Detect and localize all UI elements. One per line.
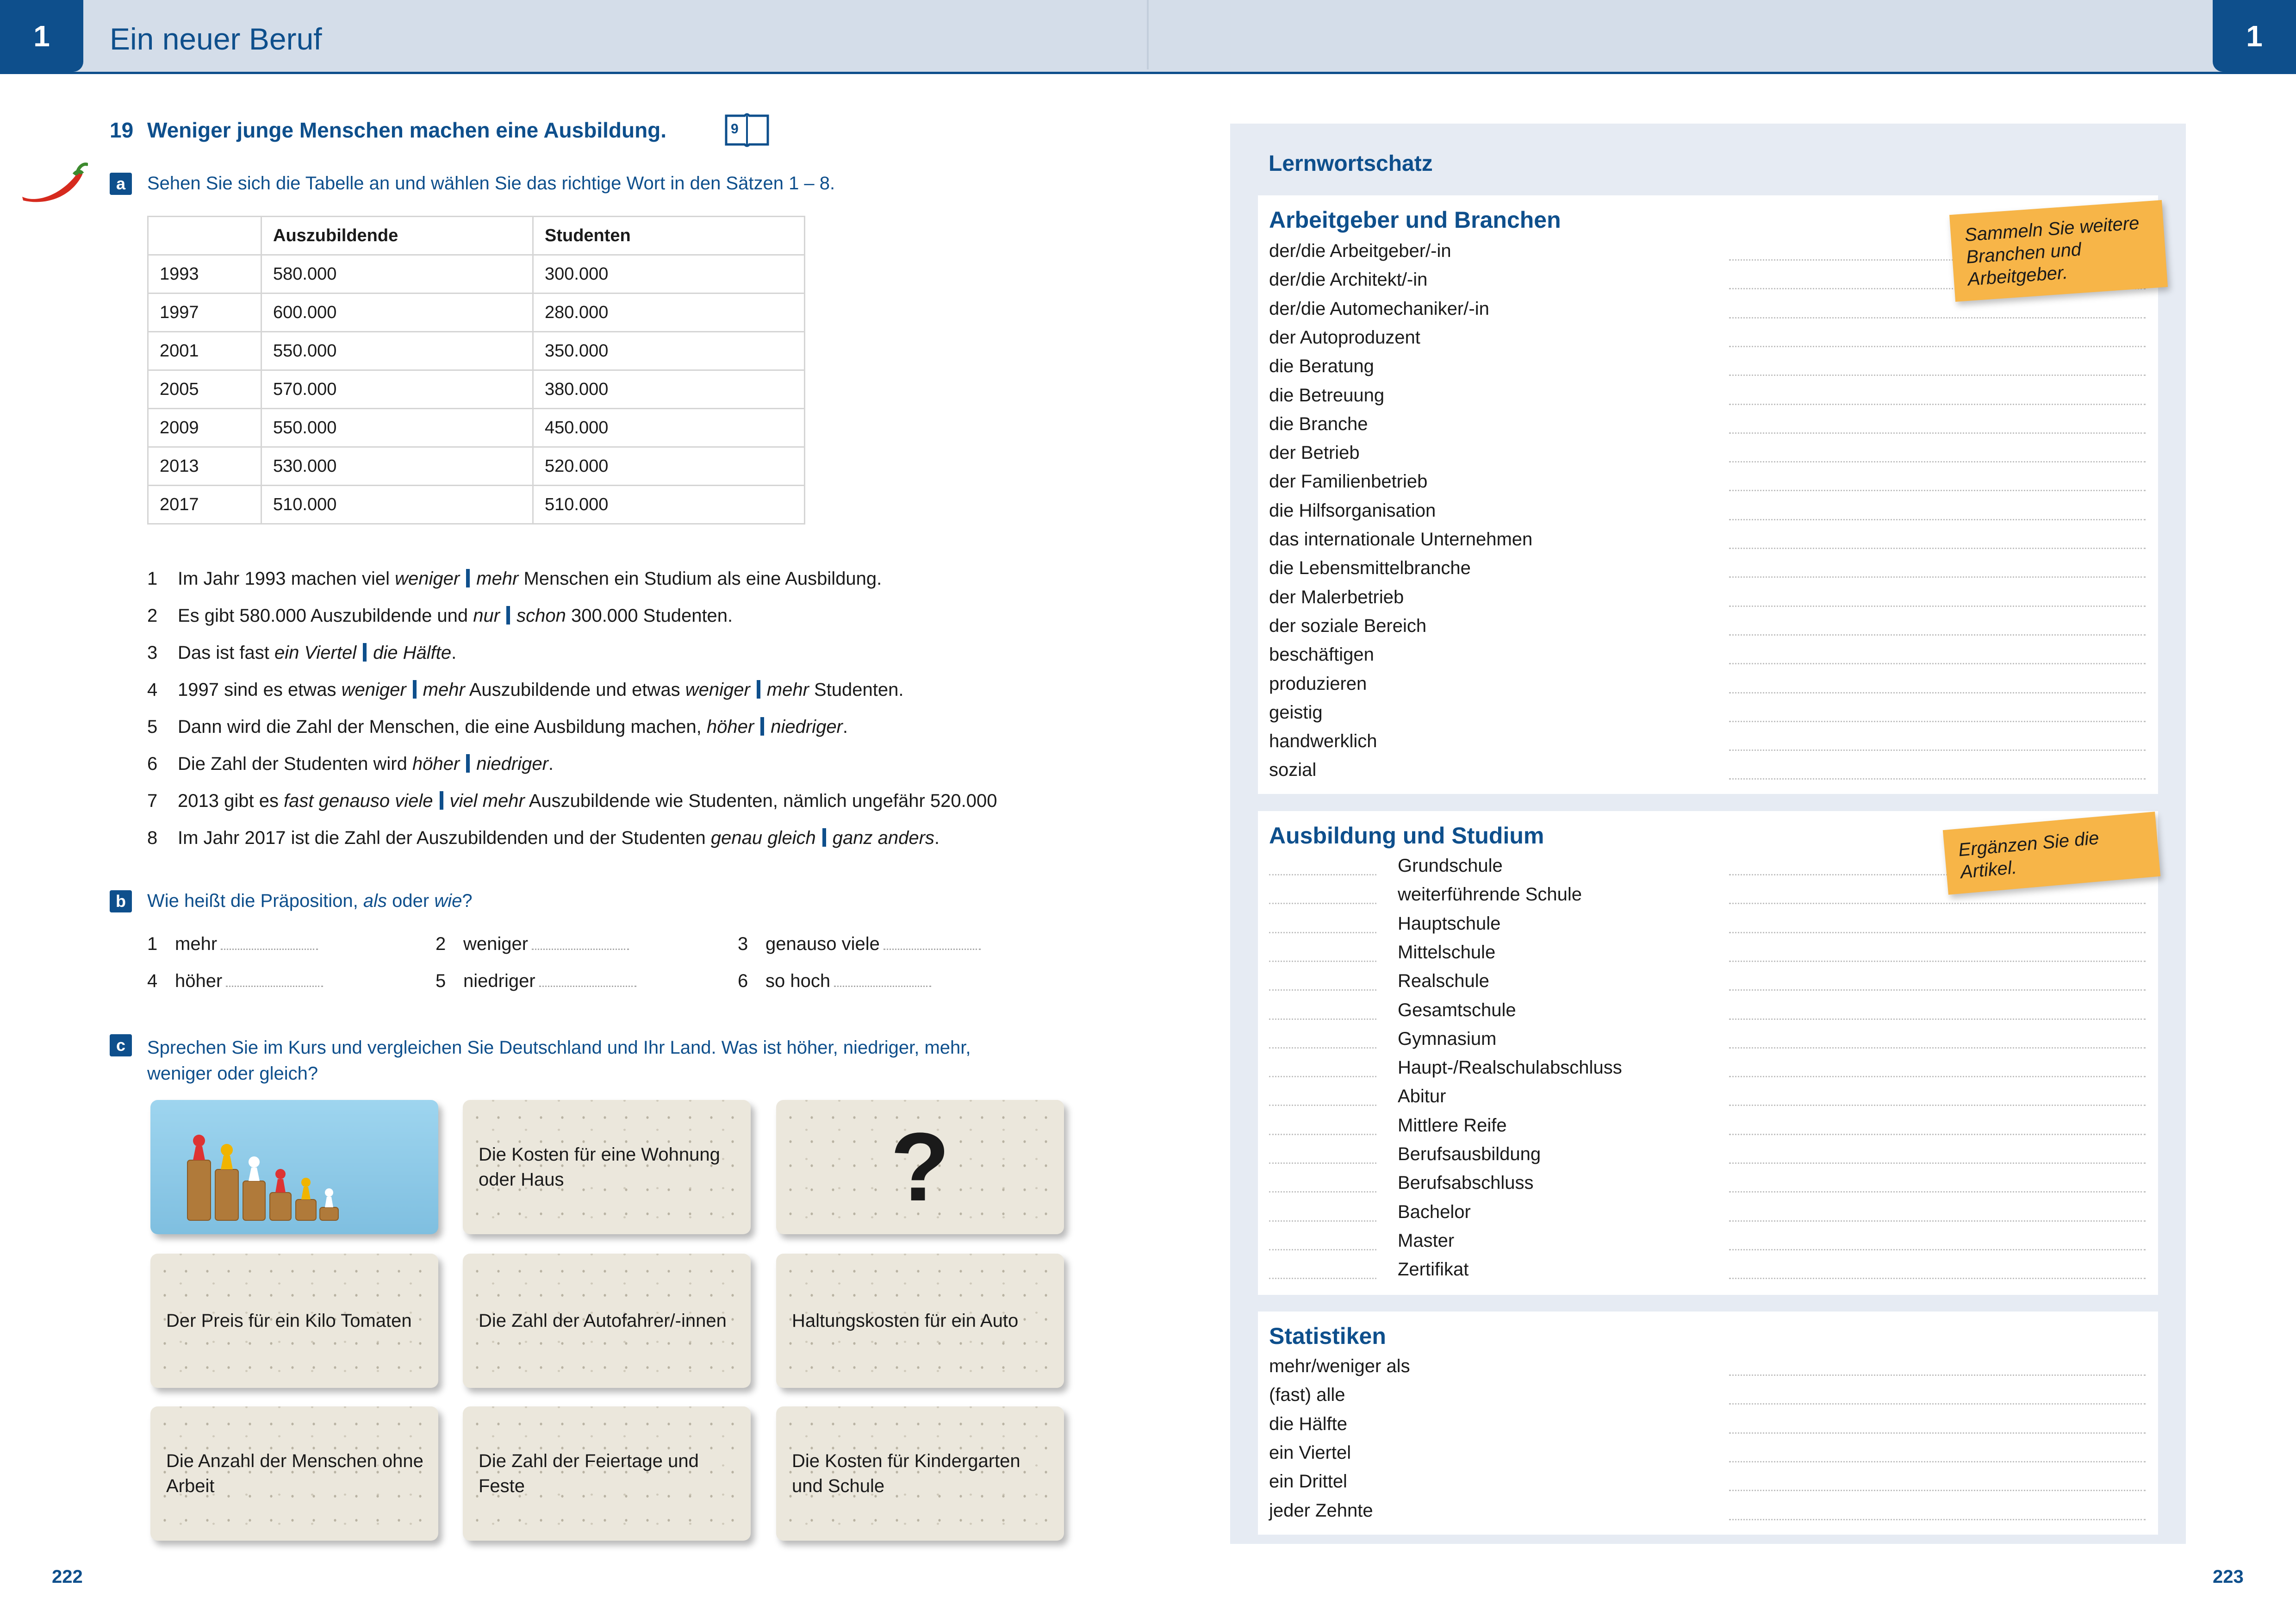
vocab-word: produzieren	[1269, 673, 1367, 694]
notes-line[interactable]	[1729, 1278, 2146, 1279]
vocab-word: Hauptschule	[1398, 913, 1501, 934]
preposition-item	[738, 934, 981, 955]
article-blank[interactable]	[1269, 961, 1376, 962]
item-word: genauso viele	[765, 934, 880, 954]
notes-line[interactable]	[1729, 576, 2146, 578]
table-row	[148, 409, 805, 447]
notes-line[interactable]	[1729, 1519, 2146, 1520]
notes-line[interactable]	[1729, 375, 2146, 376]
table-header-cell	[148, 217, 261, 255]
choice-option[interactable]: die Hälfte	[373, 643, 452, 663]
table-cell: 1993	[148, 255, 261, 294]
question-card	[776, 1100, 1064, 1234]
notes-line[interactable]	[1729, 404, 2146, 405]
table-cell: 530.000	[261, 447, 533, 486]
vocab-word: mehr/weniger als	[1269, 1356, 1410, 1376]
item-number: 2	[436, 934, 446, 954]
notes-line[interactable]	[1729, 750, 2146, 751]
choice-separator	[506, 606, 510, 625]
sentence-item	[147, 643, 456, 663]
notes-line[interactable]	[1729, 432, 2146, 434]
article-blank[interactable]	[1269, 1105, 1376, 1106]
table-cell: 550.000	[261, 332, 533, 370]
answer-blank[interactable]	[834, 972, 931, 987]
notes-line[interactable]	[1729, 1249, 2146, 1250]
section-title: Arbeitgeber und Branchen	[1269, 207, 1561, 233]
item-number: 1	[147, 934, 158, 954]
sentence-number: 8	[147, 828, 158, 848]
sentence-text: .	[934, 828, 940, 848]
vocab-word: Mittelschule	[1398, 942, 1496, 962]
card-text: Der Preis für ein Kilo Tomaten	[166, 1311, 412, 1331]
sentence-text: .	[842, 717, 848, 737]
table-cell: 510.000	[261, 486, 533, 524]
choice-option[interactable]: ganz anders	[832, 828, 934, 848]
vocab-word: beschäftigen	[1269, 644, 1374, 665]
choice-separator	[363, 643, 367, 662]
notes-line[interactable]	[1729, 1134, 2146, 1135]
vocab-word: weiterführende Schule	[1398, 884, 1582, 905]
card-text: Die Anzahl der Menschen ohne Arbeit	[166, 1451, 423, 1496]
notes-line[interactable]	[1729, 989, 2146, 991]
table-row	[148, 486, 805, 524]
preposition-item	[147, 971, 323, 992]
vocabulary-heading: Lernwortschatz	[1269, 151, 1433, 176]
article-blank[interactable]	[1269, 932, 1376, 933]
choice-separator	[757, 680, 760, 699]
table-cell: 580.000	[261, 255, 533, 294]
sentence-item	[147, 791, 997, 812]
instruction-b: Wie heißt die Präposition, als oder wie?	[147, 891, 473, 911]
coins-and-pawns-image	[150, 1100, 438, 1234]
sentence-number: 2	[147, 606, 158, 626]
table-cell: 510.000	[533, 486, 805, 524]
choice-option[interactable]: mehr	[766, 680, 809, 700]
article-blank[interactable]	[1269, 1278, 1376, 1279]
sentence-text: 1997 sind es etwas	[178, 680, 342, 700]
sentence-text: Im Jahr 2017 ist die Zahl der Auszubildenden und der Studenten	[178, 828, 711, 848]
answer-blank[interactable]	[539, 972, 636, 987]
exercise-number: 19	[110, 118, 134, 142]
choice-option[interactable]: mehr	[423, 680, 465, 700]
choice-option[interactable]: niedriger	[771, 717, 843, 737]
notes-line[interactable]	[1729, 721, 2146, 722]
card-text: Haltungskosten für ein Auto	[792, 1311, 1019, 1331]
article-blank[interactable]	[1269, 1162, 1376, 1164]
notes-line[interactable]	[1729, 490, 2146, 491]
topic-card	[150, 1406, 438, 1541]
note-collect-industries: Sammeln Sie weitere Branchen und Arbeitgeber.	[1949, 200, 2168, 302]
book-icon-number: 9	[731, 121, 739, 137]
sentence-text: 2013 gibt es	[178, 791, 284, 811]
item-number: 5	[436, 971, 446, 991]
vocab-word: der/die Architekt/-in	[1269, 269, 1428, 290]
section-title: Ausbildung und Studium	[1269, 823, 1544, 849]
card-text: Die Kosten für eine Wohnung oder Haus	[479, 1144, 720, 1190]
page-number-right: 223	[2213, 1567, 2244, 1587]
sentence-item	[147, 680, 904, 700]
topic-card	[463, 1406, 751, 1541]
vocab-word: Gymnasium	[1398, 1028, 1497, 1049]
notes-line[interactable]	[1729, 663, 2146, 664]
item-word: so hoch	[765, 971, 831, 991]
preposition-item	[436, 971, 636, 992]
choice-option[interactable]: höher	[412, 754, 460, 774]
notes-line[interactable]	[1729, 1461, 2146, 1462]
notes-line[interactable]	[1729, 778, 2146, 780]
notes-line[interactable]	[1729, 1220, 2146, 1222]
sentence-number: 6	[147, 754, 158, 774]
article-blank[interactable]	[1269, 1220, 1376, 1222]
sentence-text: Auszubildende wie Studenten, nämlich ungefähr 520.000	[524, 791, 997, 811]
sentence-item	[147, 568, 882, 589]
chapter-number-right: 1	[2213, 0, 2296, 72]
notes-line[interactable]	[1729, 606, 2146, 607]
vocab-word: Zertifikat	[1398, 1259, 1469, 1280]
notes-line[interactable]	[1729, 634, 2146, 636]
vocab-word: der Malerbetrieb	[1269, 587, 1404, 607]
vocab-word: der Autoproduzent	[1269, 327, 1420, 348]
article-blank[interactable]	[1269, 1047, 1376, 1049]
table-cell: 450.000	[533, 409, 805, 447]
table-cell: 570.000	[261, 370, 533, 409]
vocab-word: die Betreuung	[1269, 385, 1385, 406]
choice-separator	[466, 569, 470, 587]
photo-coins-pawns	[150, 1100, 438, 1234]
sentence-text: Im Jahr 1993 machen viel	[178, 568, 395, 589]
choice-separator	[822, 828, 826, 847]
vocab-word: geistig	[1269, 702, 1323, 723]
vocab-word: Berufsausbildung	[1398, 1144, 1541, 1164]
instruction-a: Sehen Sie sich die Tabelle an und wählen Sie das richtige Wort in den Sätzen 1 – 8.	[147, 173, 835, 194]
sentence-text: Die Zahl der Studenten wird	[178, 754, 412, 774]
item-number: 6	[738, 971, 748, 991]
item-word: mehr	[175, 934, 218, 954]
section-title: Statistiken	[1269, 1323, 1386, 1349]
vocab-word: Berufsabschluss	[1398, 1173, 1534, 1193]
table-row	[148, 255, 805, 294]
page-number-left: 222	[52, 1567, 83, 1587]
preposition-item	[738, 971, 931, 992]
badge-a: a	[110, 173, 132, 195]
topic-card	[776, 1406, 1064, 1541]
answer-blank[interactable]	[532, 935, 629, 950]
sentence-text: 300.000 Studenten.	[566, 606, 733, 626]
chapter-title: Ein neuer Beruf	[110, 22, 322, 56]
sentence-text: Es gibt 580.000 Auszubildende und	[178, 606, 473, 626]
vocab-word: Abitur	[1398, 1086, 1446, 1107]
table-cell: 1997	[148, 294, 261, 332]
article-blank[interactable]	[1269, 1249, 1376, 1250]
choice-separator	[760, 717, 764, 736]
card-text: Die Zahl der Feiertage und Feste	[479, 1451, 699, 1496]
instruction-c: Sprechen Sie im Kurs und vergleichen Sie Deutschland und Ihr Land. Was ist höher, niedriger, mehr, weniger oder gleich?	[147, 1037, 971, 1084]
article-blank[interactable]	[1269, 1191, 1376, 1193]
table-row	[148, 370, 805, 409]
vocab-word: die Hälfte	[1269, 1413, 1347, 1434]
notes-line[interactable]	[1729, 1076, 2146, 1077]
vocab-word: ein Drittel	[1269, 1471, 1347, 1492]
card-text: Die Zahl der Autofahrer/-innen	[479, 1311, 727, 1331]
item-word: niedriger	[463, 971, 535, 991]
table-cell: 2001	[148, 332, 261, 370]
sentence-text: .	[451, 643, 457, 663]
vocab-word: die Beratung	[1269, 356, 1374, 377]
sentence-text: Studenten.	[809, 680, 904, 700]
sentence-text: Menschen ein Studium als eine Ausbildung.	[518, 568, 882, 589]
vocab-word: sozial	[1269, 760, 1317, 781]
vocab-word: Gesamtschule	[1398, 999, 1516, 1020]
sentence-number: 7	[147, 791, 158, 811]
choice-option[interactable]: nur	[473, 606, 500, 626]
item-word: weniger	[463, 934, 529, 954]
table-row	[148, 294, 805, 332]
article-blank[interactable]	[1269, 989, 1376, 991]
note-add-articles: Ergänzen Sie die Artikel.	[1943, 812, 2160, 895]
choice-option[interactable]: viel mehr	[449, 791, 525, 811]
vocab-word: die Hilfsorganisation	[1269, 500, 1436, 521]
answer-blank[interactable]	[884, 935, 981, 950]
choice-separator	[413, 680, 417, 699]
vocab-word: Haupt-/Realschulabschluss	[1398, 1057, 1622, 1078]
notes-line[interactable]	[1729, 1105, 2146, 1106]
chili-pepper-icon	[19, 160, 88, 206]
book-icon	[724, 111, 770, 149]
table-row	[148, 332, 805, 370]
vocab-word: der/die Automechaniker/-in	[1269, 298, 1489, 319]
spine-divider	[1147, 0, 1149, 69]
item-number: 3	[738, 934, 748, 954]
article-blank[interactable]	[1269, 903, 1376, 904]
item-number: 4	[147, 971, 158, 991]
notes-line[interactable]	[1729, 932, 2146, 933]
table-header-row	[148, 217, 805, 255]
chapter-number-left: 1	[0, 0, 83, 72]
sentence-item	[147, 828, 940, 849]
exercise-title: Weniger junge Menschen machen eine Ausbildung.	[147, 118, 667, 142]
vocab-word: (fast) alle	[1269, 1385, 1345, 1405]
chapter-header	[0, 0, 2296, 74]
vocab-word: Mittlere Reife	[1398, 1115, 1507, 1136]
choice-option[interactable]: genau gleich	[710, 828, 816, 848]
vocab-word: die Lebensmittelbranche	[1269, 558, 1471, 579]
sentence-number: 1	[147, 568, 158, 589]
vocab-word: das internationale Unternehmen	[1269, 529, 1533, 550]
sentence-text: .	[548, 754, 554, 774]
topic-card	[150, 1254, 438, 1388]
choice-option[interactable]: weniger	[395, 568, 460, 589]
topic-card	[463, 1100, 751, 1234]
vocab-section-statistics	[1258, 1312, 2158, 1535]
table-cell: 380.000	[533, 370, 805, 409]
vocab-word: handwerklich	[1269, 731, 1377, 752]
vocab-word: Master	[1398, 1230, 1455, 1251]
vocab-word: jeder Zehnte	[1269, 1500, 1373, 1521]
preposition-item	[436, 934, 629, 955]
table-cell: 2005	[148, 370, 261, 409]
notes-line[interactable]	[1729, 1490, 2146, 1491]
answer-blank[interactable]	[221, 935, 318, 950]
sentence-text: Auszubildende und etwas	[465, 680, 685, 700]
statistics-table	[147, 216, 805, 525]
sentence-text: Dann wird die Zahl der Menschen, die eine Ausbildung machen,	[178, 717, 707, 737]
badge-b: b	[110, 890, 132, 912]
badge-c: c	[110, 1034, 132, 1056]
notes-line[interactable]	[1729, 1162, 2146, 1164]
item-word: höher	[175, 971, 223, 991]
sentence-number: 5	[147, 717, 158, 737]
notes-line[interactable]	[1729, 461, 2146, 462]
notes-line[interactable]	[1729, 346, 2146, 347]
vocab-word: Grundschule	[1398, 856, 1503, 876]
table-header-cell: Studenten	[533, 217, 805, 255]
sentence-item	[147, 754, 554, 775]
sentence-text: Das ist fast	[178, 643, 274, 663]
choice-option[interactable]: weniger	[341, 680, 406, 700]
sentence-item	[147, 606, 733, 626]
notes-line[interactable]	[1729, 519, 2146, 520]
choice-separator	[466, 754, 470, 773]
article-blank[interactable]	[1269, 1134, 1376, 1135]
topic-card	[463, 1254, 751, 1388]
card-text: Die Kosten für Kindergarten und Schule	[792, 1451, 1020, 1496]
table-cell: 300.000	[533, 255, 805, 294]
notes-line[interactable]	[1729, 961, 2146, 962]
table-cell: 520.000	[533, 447, 805, 486]
table-cell: 280.000	[533, 294, 805, 332]
vocab-word: der/die Arbeitgeber/-in	[1269, 241, 1451, 261]
notes-line[interactable]	[1729, 1374, 2146, 1376]
sentence-item	[147, 717, 848, 737]
notes-line[interactable]	[1729, 1432, 2146, 1434]
table-row	[148, 447, 805, 486]
vocab-word: der Betrieb	[1269, 443, 1360, 463]
article-blank[interactable]	[1269, 1018, 1376, 1020]
notes-line[interactable]	[1729, 1403, 2146, 1405]
choice-option[interactable]: fast genauso viele	[284, 791, 433, 811]
preposition-item	[147, 934, 318, 955]
sentence-number: 3	[147, 643, 158, 663]
notes-line[interactable]	[1729, 1047, 2146, 1049]
vocab-word: die Branche	[1269, 413, 1368, 434]
card-text: ?	[890, 1112, 950, 1221]
vocab-word: Bachelor	[1398, 1201, 1471, 1222]
notes-line[interactable]	[1729, 1018, 2146, 1020]
vocab-word: Realschule	[1398, 971, 1489, 992]
table-cell: 2017	[148, 486, 261, 524]
vocab-word: der soziale Bereich	[1269, 615, 1427, 636]
notes-line[interactable]	[1729, 692, 2146, 693]
choice-option[interactable]: weniger	[685, 680, 750, 700]
choice-option[interactable]: schon	[516, 606, 566, 626]
article-blank[interactable]	[1269, 1076, 1376, 1077]
notes-line[interactable]	[1729, 903, 2146, 904]
notes-line[interactable]	[1729, 548, 2146, 549]
table-header-cell: Auszubildende	[261, 217, 533, 255]
notes-line[interactable]	[1729, 1191, 2146, 1193]
choice-option[interactable]: höher	[706, 717, 754, 737]
notes-line[interactable]	[1729, 317, 2146, 319]
table-cell: 2013	[148, 447, 261, 486]
choice-separator	[440, 791, 443, 810]
table-cell: 600.000	[261, 294, 533, 332]
answer-blank[interactable]	[226, 972, 323, 987]
table-cell: 550.000	[261, 409, 533, 447]
vocab-word: ein Viertel	[1269, 1442, 1351, 1463]
article-blank[interactable]	[1269, 874, 1376, 875]
choice-option[interactable]: mehr	[476, 568, 519, 589]
vocab-word: der Familienbetrieb	[1269, 471, 1428, 492]
sentence-number: 4	[147, 680, 158, 700]
table-cell: 350.000	[533, 332, 805, 370]
table-cell: 2009	[148, 409, 261, 447]
choice-option[interactable]: niedriger	[476, 754, 548, 774]
topic-card	[776, 1254, 1064, 1388]
choice-option[interactable]: ein Viertel	[274, 643, 357, 663]
